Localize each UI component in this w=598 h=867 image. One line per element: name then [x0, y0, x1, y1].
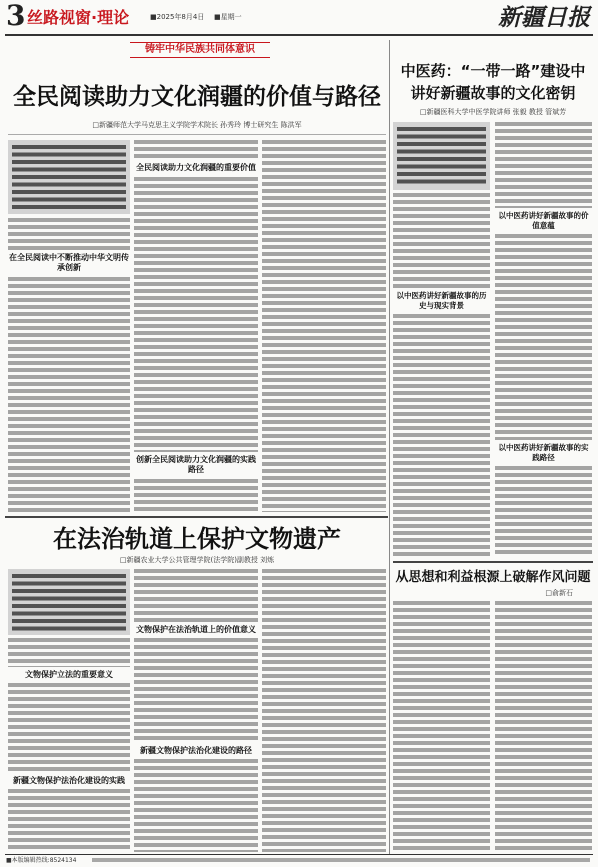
summary-box-reading [8, 140, 130, 214]
body-text-column [495, 466, 592, 556]
subhead: 创新全民阅读助力文化润疆的实践路径 [136, 455, 256, 474]
column-banner-text: 铸牢中华民族共同体意识 [145, 44, 255, 55]
byline-conduct: □俞新石 [545, 589, 573, 597]
summary-box-tcm [393, 122, 490, 190]
summary-box-heritage [8, 569, 130, 635]
article-divider [393, 561, 593, 563]
page-number: 3 [6, 0, 26, 32]
body-text-column [134, 177, 258, 452]
subhead: 在全民阅读中不断推动中华文明传承创新 [9, 253, 129, 272]
byline-reading: □新疆师范大学马克思主义学院学术院长 孙秀玲 博士研究生 陈洪军 [92, 121, 302, 129]
summary-text [12, 145, 126, 210]
body-text-column [393, 314, 490, 556]
headline-tcm-line1: 中医药：“一带一路”建设中 [400, 62, 586, 80]
body-text-column [8, 789, 130, 852]
byline-rule [8, 134, 386, 135]
footer-text [92, 858, 590, 862]
summary-text [12, 574, 126, 631]
body-text-column [8, 218, 130, 250]
body-text-column [495, 234, 592, 440]
subhead: 文物保护在法治轨道上的价值意义 [136, 625, 256, 634]
body-text-column [8, 683, 130, 773]
byline-tcm: □新疆医科大学中医学院讲师 张毅 教授 管斌芳 [419, 108, 567, 116]
subhead: 以中医药讲好新疆故事的价值意蕴 [495, 211, 592, 231]
issue-date: ■2025年8月4日 [150, 13, 205, 21]
newspaper-logo: 新疆日报 [498, 4, 590, 31]
body-text-column [134, 479, 258, 512]
summary-text [397, 127, 486, 186]
subhead: 文物保护立法的重要意义 [8, 670, 130, 680]
headline-tcm-line2: 讲好新疆故事的文化密钥 [410, 84, 576, 102]
subhead: 以中医药讲好新疆故事的实践路径 [495, 443, 592, 463]
subhead: 新疆文物保护法治化建设的实践 [8, 776, 130, 786]
column-banner [130, 42, 270, 58]
headline-conduct: 从思想和利益根源上破解作风问题 [395, 570, 591, 585]
headline-tcm [393, 60, 593, 104]
byline-heritage: □新疆农业大学公共管理学院(法学院)副教授 刘炼 [119, 556, 275, 564]
body-text-column [134, 759, 258, 852]
issue-weekday: ■星期一 [214, 13, 242, 21]
body-text-column [134, 569, 258, 622]
subhead: 以中医药讲好新疆故事的历史与现实背景 [393, 291, 490, 311]
column-divider [389, 40, 390, 854]
body-text-column [8, 638, 130, 667]
footer-hotline: ■本版编辑热线:8524134 [6, 857, 77, 864]
section-title: 丝路视窗·理论 [27, 8, 130, 27]
article-divider [5, 516, 388, 518]
body-text-column [495, 601, 592, 852]
headline-reading: 全民阅读助力文化润疆的价值与路径 [13, 84, 381, 110]
body-text-column [393, 193, 490, 288]
body-text-column [262, 140, 386, 512]
footer-rule [5, 854, 593, 855]
body-text-column [262, 569, 386, 852]
body-text-column [8, 277, 130, 512]
subhead: 新疆文物保护法治化建设的路径 [134, 746, 258, 756]
body-text-column [495, 122, 592, 208]
body-text-column [393, 601, 490, 852]
headline-heritage: 在法治轨道上保护文物遗产 [53, 525, 341, 553]
masthead-rule [5, 34, 593, 36]
subhead: 全民阅读助力文化润疆的重要价值 [136, 163, 256, 172]
body-text-column [134, 140, 258, 160]
body-text-column [134, 638, 258, 743]
